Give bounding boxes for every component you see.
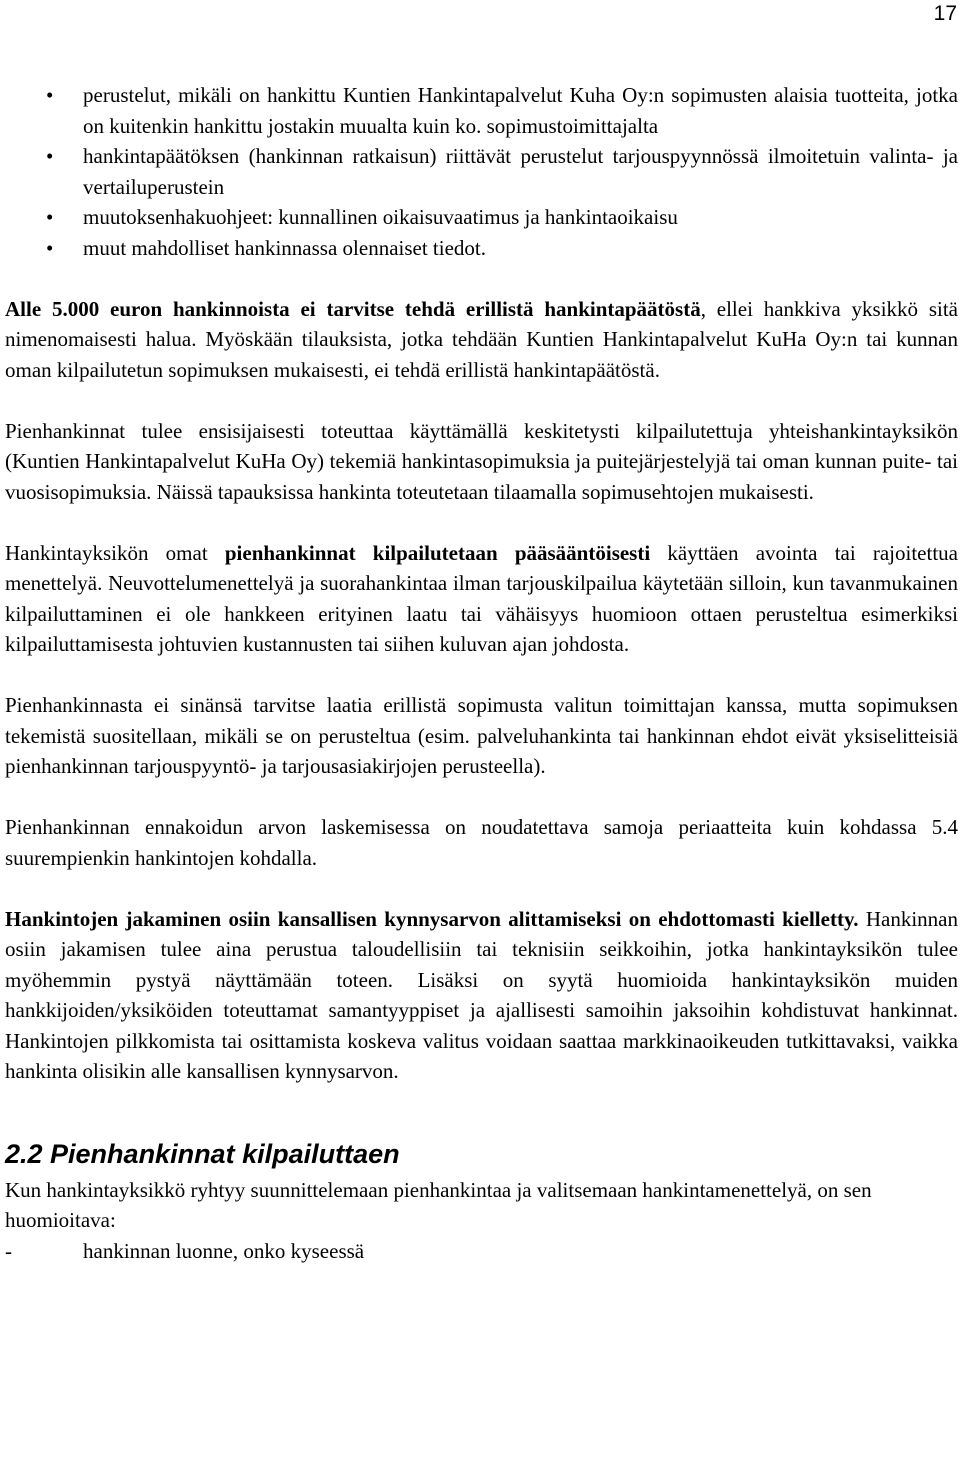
bullet-item	[5, 80, 958, 141]
paragraph-joint-procurement: Pienhankinnat tulee ensisijaisesti toteuttaa käyttämällä keskitetysti kilpailutettuja yhteishankintayksikön (Kuntien Hankintapalvelut KuHa Oy) tekemiä hankintasopimuksia ja puitejärjestelyjä tai oman kunnan puite- tai vuosisopimuksia. Näissä tapauksissa hankinta toteutetaan tilaamalla sopimusehtojen mukaisesti.	[5, 418, 958, 504]
page-number: 17	[933, 2, 957, 25]
dash-text: hankinnan luonne, onko kyseessä	[83, 1238, 365, 1263]
considerations-dash-list	[5, 1236, 958, 1267]
paragraph-bold-text: Hankintojen jakaminen osiin kansallisen kynnysarvon alittamiseksi on ehdottomasti kielletty.	[5, 906, 859, 931]
paragraph-threshold	[5, 294, 958, 386]
bullet-text: muut mahdolliset hankinnassa olennaiset tiedot.	[83, 235, 487, 260]
dash-icon: -	[5, 1238, 12, 1263]
paragraph-text: , ellei hankkiva yksikkö sitä nimenomaisesti halua. Myöskään tilauksista, jotka tehdään Kuntien Hankintapalvelut KuHa Oy:n tai kunnan oman kilpailutetun sopimuksen mukaisesti, ei tehdä erillistä hankintapäätöstä.	[5, 296, 958, 382]
dash-item	[5, 1236, 958, 1267]
bullet-item	[5, 202, 958, 233]
paragraph-competitive-tendering	[5, 538, 958, 660]
requirements-bullet-list	[5, 80, 958, 263]
bullet-text: muutoksenhakuohjeet: kunnallinen oikaisuvaatimus ja hankintaoikaisu	[83, 205, 678, 229]
bullet-item	[5, 233, 958, 264]
bullet-icon: •	[46, 144, 54, 168]
paragraph-text: Hankinnan osiin jakamisen tulee aina perustua taloudellisiin tai teknisiin seikkoihin, jotka hankintayksikön tulee myöhemmin pystyä näyttämään toteen. Lisäksi on syytä huomioida hankintayksikön muiden hankkijoiden/yksiköiden toteuttamat samantyyppiset ja ajallisesti samoihin jaksoihin kohdistuvat hankinnat. Hankintojen pilkkomista tai osittamista koskeva valitus voidaan saattaa markkinaoikeuden tutkittavaksi, vaikka hankinta olisikin alle kansallisen kynnysarvon.	[5, 906, 958, 1083]
paragraph-splitting	[5, 904, 958, 1087]
section-intro: Kun hankintayksikkö ryhtyy suunnittelemaan pienhankintaa ja valitsemaan hankintamenettelyä, on sen huomioitava:	[5, 1177, 872, 1232]
bullet-text: hankintapäätöksen (hankinnan ratkaisun) riittävät perustelut tarjouspyynnössä ilmoitetuin valinta- ja vertailuperustein	[83, 144, 958, 199]
paragraph-estimated-value: Pienhankinnan ennakoidun arvon laskemisessa on noudatettava samoja periaatteita kuin kohdassa 5.4 suurempienkin hankintojen kohdalla.	[5, 815, 958, 870]
paragraph-contract: Pienhankinnasta ei sinänsä tarvitse laatia erillistä sopimusta valitun toimittajan kanssa, mutta sopimuksen tekemistä suositellaan, mikäli se on perusteltua (esim. palveluhankinta tai hankinnan ehdot eivät yksiselitteisiä pienhankinnan tarjouspyyntö- ja tarjousasiakirjojen perusteella).	[5, 693, 958, 778]
paragraph-text: käyttäen avointa tai rajoitettua menettelyä. Neuvottelumenettelyä ja suorahankintaa ilman tarjouskilpailua käytetään silloin, kun tavanmukainen kilpailuttaminen ei ole hankkeen erityinen laatu tai vähäisyys huomioon ottaen perusteltua esimerkiksi kilpailuttamisesta johtuvien kustannusten tai siihen kuluvan ajan johdosta.	[5, 540, 958, 656]
bullet-icon: •	[46, 205, 54, 229]
paragraph-text: Hankintayksikön omat	[5, 540, 225, 565]
paragraph-bold-text: pienhankinnat kilpailutetaan pääsääntöisesti	[224, 540, 651, 565]
bullet-text: perustelut, mikäli on hankittu Kuntien Hankintapalvelut Kuha Oy:n sopimusten alaisia tuotteita, jotka on kuitenkin hankittu jostakin muualta kuin ko. sopimustoimittajalta	[83, 83, 958, 138]
section-heading: 2.2 Pienhankinnat kilpailuttaen	[5, 1138, 400, 1169]
document-body	[5, 80, 958, 1266]
paragraph-bold-text: Alle 5.000 euron hankinnoista ei tarvitse tehdä erillistä hankintapäätöstä	[5, 296, 701, 321]
bullet-icon: •	[46, 235, 54, 260]
bullet-icon: •	[46, 83, 54, 107]
bullet-item	[5, 141, 958, 202]
